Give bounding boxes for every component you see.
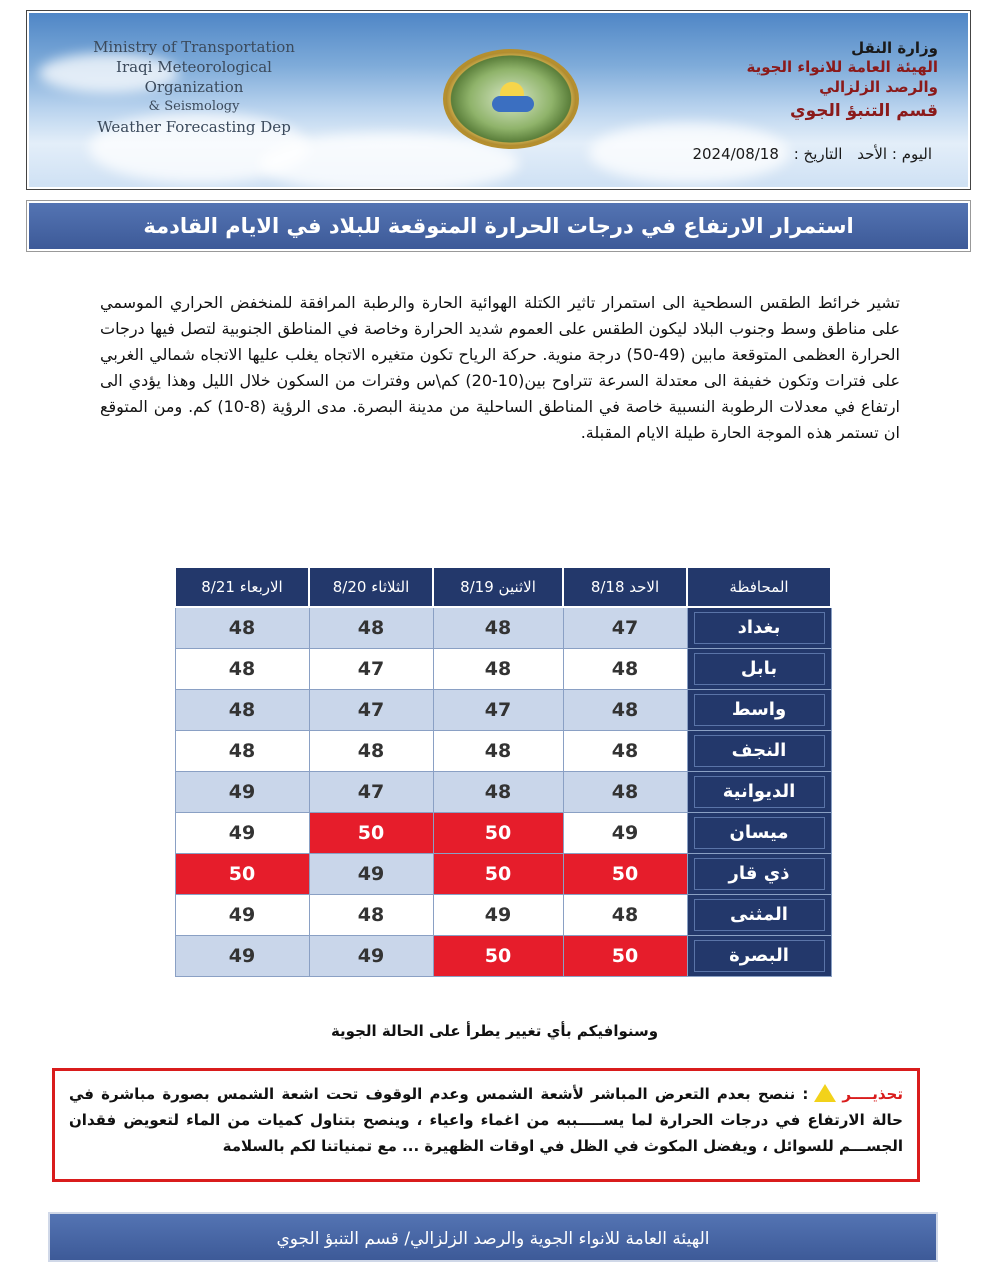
en-line-ministry: Ministry of Transportation [93,38,295,56]
table-row [175,853,831,894]
en-line-org: Iraqi Meteorological Organization [116,58,272,96]
province-cell [687,812,831,853]
temperature-cell: 48 [175,648,309,689]
table-row [175,730,831,771]
temperature-cell: 49 [175,812,309,853]
temperature-cell: 49 [175,771,309,812]
english-org-name [69,37,319,137]
ar-line-org: الهيئة العامة للانواء الجوية [746,58,938,76]
header-day-2: الاثنين 8/19 [433,567,563,607]
warning-box [52,1068,920,1182]
footer-bar: الهيئة العامة للانواء الجوية والرصد الزلزالي/ قسم التنبؤ الجوي [48,1212,938,1262]
table-row [175,648,831,689]
temperature-cell: 47 [309,689,433,730]
en-line-dept: Weather Forecasting Dep [97,118,291,136]
temperature-cell: 47 [433,689,563,730]
temperature-cell: 48 [563,689,687,730]
province-name: ذي قار [694,858,825,890]
title-bar [26,200,971,252]
table-row [175,607,831,648]
temperature-cell: 47 [563,607,687,648]
en-line-seismology: & Seismology [148,99,240,114]
page-title: استمرار الارتفاع في درجات الحرارة المتوقعة للبلاد في الايام القادمة [29,203,968,249]
province-name: الديوانية [694,776,825,808]
temperature-cell: 48 [309,607,433,648]
header-day-1: الاحد 8/18 [563,567,687,607]
province-name: ميسان [694,817,825,849]
temperature-cell: 48 [563,771,687,812]
table-header-row [175,567,831,607]
temperature-cell: 48 [309,730,433,771]
province-cell [687,607,831,648]
temperature-cell: 49 [433,894,563,935]
arabic-org-name [678,39,938,121]
province-cell [687,935,831,976]
temperature-cell: 50 [563,935,687,976]
temperature-cell: 48 [433,771,563,812]
temperature-cell: 50 [175,853,309,894]
temperature-cell: 49 [175,894,309,935]
temperature-cell: 48 [175,689,309,730]
temperature-cell: 50 [309,812,433,853]
ar-line-seismology: والرصد الزلزالي [819,78,938,96]
province-name: واسط [694,694,825,726]
date-value: 2024/08/18 [692,145,779,163]
province-cell [687,730,831,771]
temperature-cell: 48 [433,648,563,689]
forecast-table [174,566,832,977]
table-row [175,689,831,730]
ar-line-dept: قسم التنبؤ الجوي [790,101,938,121]
warning-triangle-icon [814,1084,836,1102]
org-logo-icon [443,49,579,149]
ar-line-ministry: وزارة النقل [851,39,938,57]
table-row [175,894,831,935]
temperature-cell: 49 [175,935,309,976]
temperature-cell: 49 [309,853,433,894]
header-day-3: الثلاثاء 8/20 [309,567,433,607]
province-name: النجف [694,735,825,767]
province-cell [687,853,831,894]
date-label: التاريخ : [793,145,843,163]
province-name: البصرة [694,940,825,972]
temperature-cell: 48 [563,648,687,689]
temperature-cell: 50 [563,853,687,894]
day-label: اليوم : الأحد [857,145,932,163]
temperature-cell: 49 [563,812,687,853]
table-row [175,812,831,853]
province-cell [687,648,831,689]
temperature-cell: 48 [563,730,687,771]
header-banner [26,10,971,190]
temperature-cell: 48 [309,894,433,935]
temperature-cell: 50 [433,935,563,976]
forecast-paragraph: تشير خرائط الطقس السطحية الى استمرار تاثير الكتلة الهوائية الحارة والرطبة المرافقة للمنخفض الحراري الموسمي على مناطق وسط وجنوب البلاد ليكون الطقس على العموم شديد الحرارة وخاصة في المناطق الجنوبية لتصل فيها درجات الحرارة العظمى المتوقعة مابين (49-50) درجة منوية. حركة الرياح تكون متغيره الاتجاه يغلب عليها الاتجاه شمالي الغربي على فترات وتكون خفيفة الى معتدلة السرعة تتراوح بين(10-20) كم\س وفترات من السكون خلال الليل وهذا يؤدي الى ارتفاع في معدلات الرطوبة النسبية خاصة في المناطق الساحلية من مدينة البصرة. مدى الرؤية (8-10) كم. ومن المتوقع ان تستمر هذه الموجة الحارة طيلة الايام المقبلة. [100,293,901,442]
temperature-cell: 49 [309,935,433,976]
date-line [682,145,932,163]
header-province: المحافظة [687,567,831,607]
table-row [175,771,831,812]
table-row [175,935,831,976]
province-name: المثنى [694,899,825,931]
temperature-cell: 47 [309,648,433,689]
province-name: بابل [694,653,825,685]
temperature-cell: 50 [433,812,563,853]
warning-label: تحذيــــر [842,1085,903,1103]
temperature-cell: 48 [433,730,563,771]
temperature-cell: 48 [563,894,687,935]
header-day-4: الاربعاء 8/21 [175,567,309,607]
province-cell [687,894,831,935]
update-notice: وسنوافيكم بأي تغيير يطرأ على الحالة الجوية [330,1022,659,1040]
province-cell [687,689,831,730]
temperature-cell: 48 [433,607,563,648]
temperature-cell: 50 [433,853,563,894]
warning-text: : ننصح بعدم التعرض المباشر لأشعة الشمس وعدم الوقوف تحت اشعة الشمس بصورة مباشرة في حالة الارتفاع في درجات الحرارة لما يســـــببه من اغماء واعياء ، وينصح بتناول كميات من الماء لتعويض فقدان الجســـم للسوائل ، ويفضل المكوث في الظل في اوقات الظهيرة ... مع تمنياتنا لكم بالسلامة [69,1085,903,1155]
temperature-cell: 48 [175,607,309,648]
temperature-cell: 48 [175,730,309,771]
temperature-cell: 47 [309,771,433,812]
province-cell [687,771,831,812]
province-name: بغداد [694,612,825,644]
